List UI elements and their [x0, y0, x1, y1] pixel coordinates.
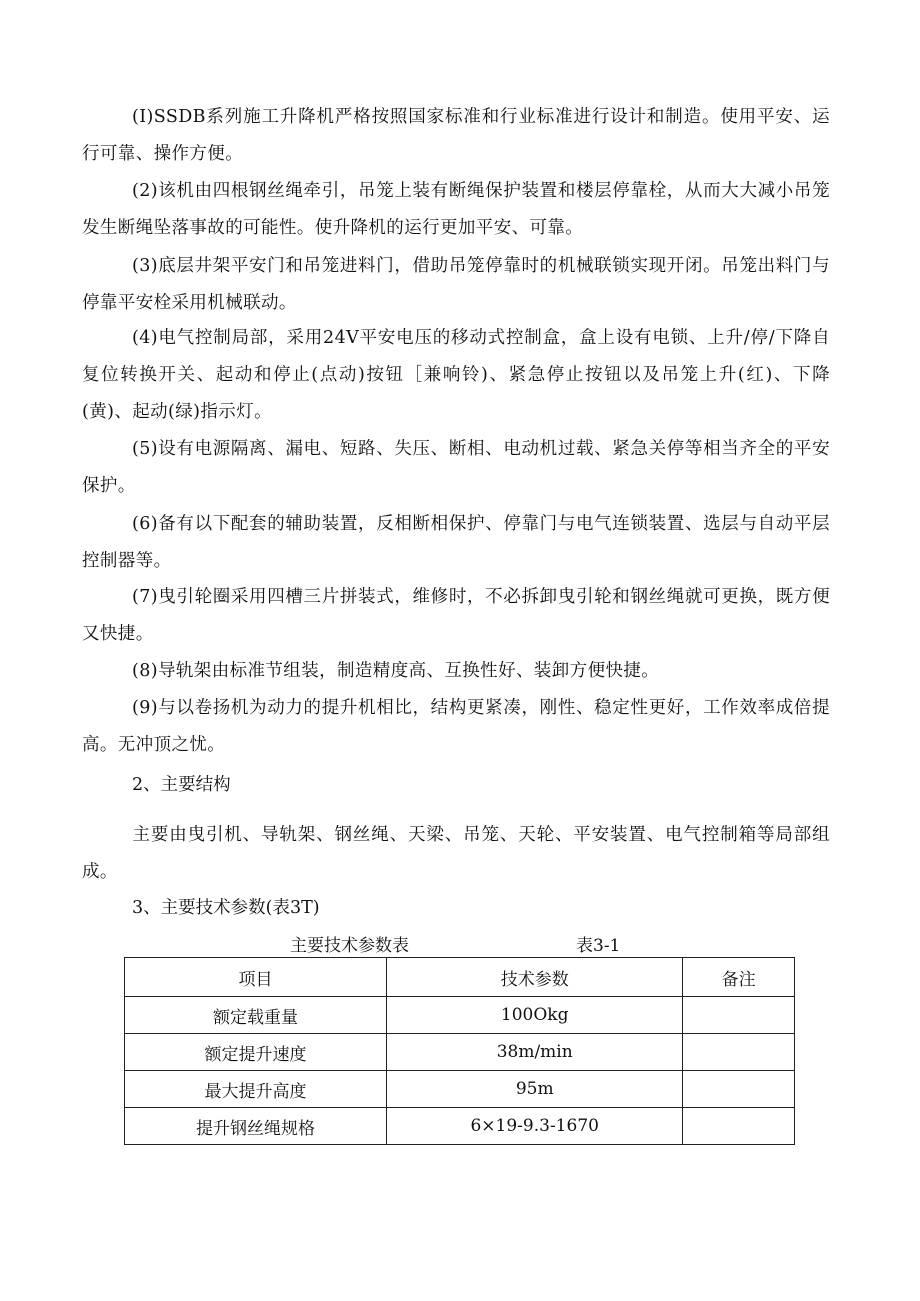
- cell-remarks: [683, 1108, 795, 1145]
- cell-item: 最大提升高度: [125, 1071, 387, 1108]
- section-2-body: [82, 817, 830, 891]
- paragraph-3: [82, 248, 830, 322]
- paragraph-6-text: (6)备有以下配套的辅助装置，反相断相保护、停靠门与电气连锁装置、选层与自动平层控制器等。: [82, 514, 830, 571]
- table-caption-number: 表3-1: [576, 936, 621, 956]
- table-row: [125, 997, 795, 1034]
- paragraph-8-text: (8)导轨架由标准节组装，制造精度高、互换性好、装卸方便快捷。: [132, 661, 660, 681]
- paragraph-3-text: (3)底层井架平安门和吊笼进料门，借助吊笼停靠时的机械联锁实现开闭。吊笼出料门与停靠平安栓采用机械联动。: [82, 256, 830, 313]
- section-3-heading: 3、主要技术参数(表3T): [132, 898, 320, 918]
- paragraph-1-text: (I)SSDB系列施工升降机严格按照国家标准和行业标准进行设计和制造。使用平安、运行可靠、操作方便。: [82, 107, 830, 164]
- cell-parameter: 38m∕min: [387, 1034, 683, 1071]
- cell-remarks: [683, 1071, 795, 1108]
- cell-item: 额定载重量: [125, 997, 387, 1034]
- paragraph-9-text: (9)与以卷扬机为动力的提升机相比，结构更紧凑，刚性、稳定性更好，工作效率成倍提高。无冲顶之忧。: [82, 698, 830, 755]
- paragraph-2-text: (2)该机由四根钢丝绳牵引，吊笼上装有断绳保护装置和楼层停靠栓，从而大大减小吊笼发生断绳坠落事故的可能性。使升降机的运行更加平安、可靠。: [82, 181, 830, 238]
- table-header-row: [125, 958, 795, 997]
- cell-remarks: [683, 997, 795, 1034]
- section-2-heading: 2、主要结构: [132, 775, 231, 795]
- table-row: [125, 1071, 795, 1108]
- paragraph-7: [82, 579, 830, 653]
- cell-parameter: 95m: [387, 1071, 683, 1108]
- paragraph-2: [82, 173, 830, 247]
- section-2-body-text: 主要由曳引机、导轨架、钢丝绳、天梁、吊笼、天轮、平安装置、电气控制箱等局部组成。: [82, 825, 830, 882]
- cell-item: 提升钢丝绳规格: [125, 1108, 387, 1145]
- paragraph-8: [82, 653, 830, 690]
- header-remarks: 备注: [683, 958, 795, 997]
- paragraph-5-text: (5)设有电源隔离、漏电、短路、失压、断相、电动机过载、紧急关停等相当齐全的平安保护。: [82, 439, 830, 496]
- cell-parameter: 6×19-9.3-1670: [387, 1108, 683, 1145]
- paragraph-7-text: (7)曳引轮圈采用四槽三片拼装式，维修时，不必拆卸曳引轮和钢丝绳就可更换，既方便又快捷。: [82, 587, 830, 644]
- header-item: 项目: [125, 958, 387, 997]
- cell-remarks: [683, 1034, 795, 1071]
- table-caption-title: 主要技术参数表: [290, 936, 409, 956]
- paragraph-4: [82, 320, 830, 431]
- cell-parameter: 100Okg: [387, 997, 683, 1034]
- table-row: [125, 1108, 795, 1145]
- cell-item: 额定提升速度: [125, 1034, 387, 1071]
- paragraph-5: [82, 431, 830, 505]
- paragraph-4-text: (4)电气控制局部，采用24V平安电压的移动式控制盒，盒上设有电锁、上升/停/下降自复位转换开关、起动和停止(点动)按钮［兼响铃)、紧急停止按钮以及吊笼上升(红)、下降(黄)、起动(绿)指示灯。: [82, 328, 830, 422]
- table-row: [125, 1034, 795, 1071]
- paragraph-6: [82, 506, 830, 580]
- paragraph-9: [82, 690, 830, 764]
- paragraph-1: [82, 99, 830, 173]
- technical-parameters-table: [124, 957, 795, 1145]
- header-parameter: 技术参数: [387, 958, 683, 997]
